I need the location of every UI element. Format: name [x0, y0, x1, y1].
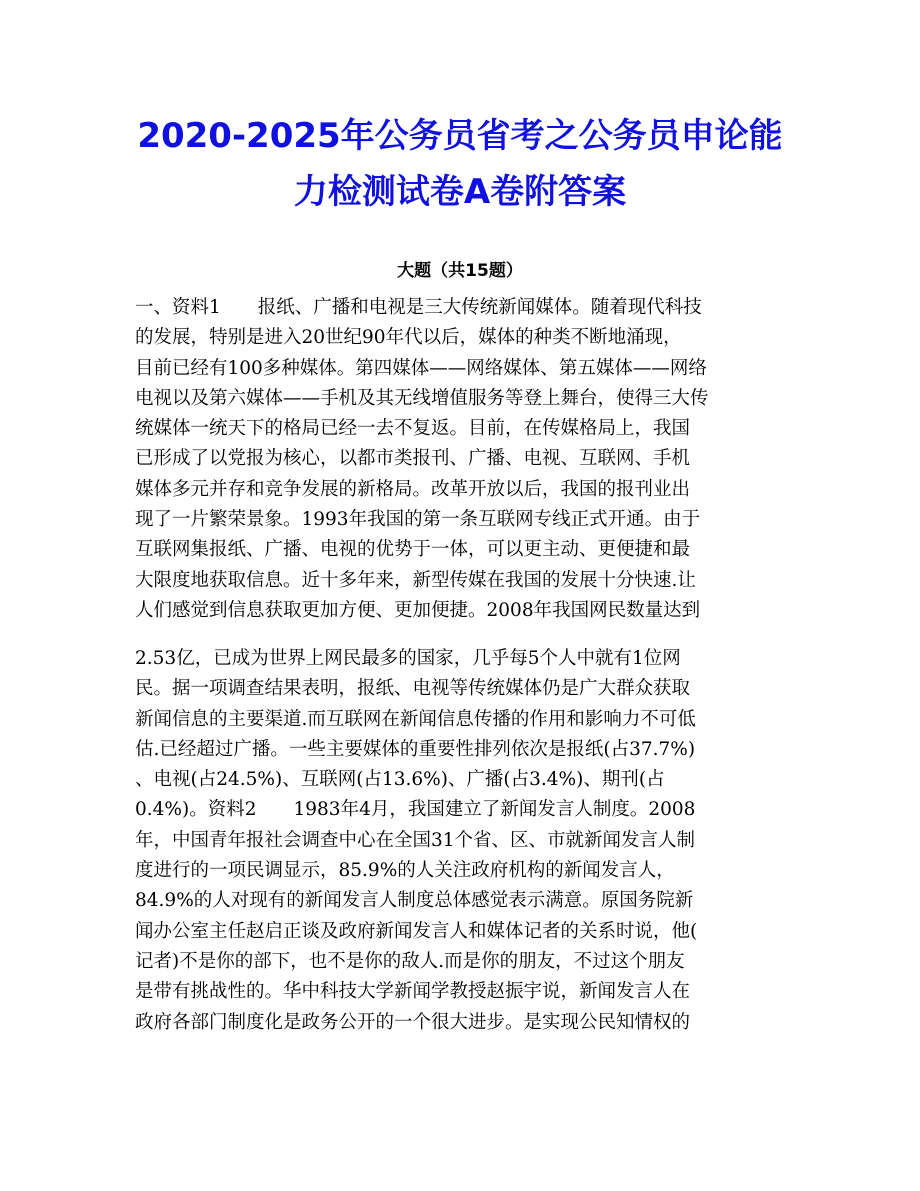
passage-line: 闻办公室主任赵启正谈及政府新闻发言人和媒体记者的关系时说，他( [135, 920, 698, 942]
passage-line: 度进行的一项民调显示，85.9%的人关注政府机构的新闻发言人， [135, 860, 675, 882]
passage-line: 84.9%的人对现有的新闻发言人制度总体感觉表示满意。原国务院新 [135, 890, 694, 912]
passage-line: 2.53亿，已成为世界上网民最多的国家，几乎每5个人中就有1位网 [135, 648, 681, 669]
passage-line: 年，中国青年报社会调查中心在全国31个省、区、市就新闻发言人制 [135, 829, 696, 851]
title-line-2: 力检测试卷A卷附答案 [293, 172, 627, 212]
passage-line: 政府各部门制度化是政务公开的一个很大进步。是实现公民知情权的 [135, 1011, 691, 1033]
passage-line: 统媒体一统天下的格局已经一去不复返。目前，在传媒格局上，我国 [135, 418, 691, 440]
passage-line: 一、资料1 报纸、广播和电视是三大传统新闻媒体。随着现代科技 [135, 297, 702, 318]
document-title [0, 108, 920, 220]
passage-line: 的发展，特别是进入20世纪90年代以后，媒体的种类不断地涌现， [135, 327, 682, 349]
passage-block-1 [135, 293, 795, 626]
passage-line: 已形成了以党报为核心，以都市类报刊、广播、电视、互联网、手机 [135, 448, 691, 470]
passage-line: 、电视(占24.5%)、互联网(占13.6%)、广播(占3.4%)、期刊(占 [135, 769, 665, 791]
passage-line: 记者)不是你的部下，也不是你的敌人.而是你的朋友，不过这个朋友 [135, 950, 685, 972]
passage-line: 新闻信息的主要渠道.而互联网在新闻信息传播的作用和影响力不可低 [135, 708, 696, 730]
passage-line: 0.4%)。资料2 1983年4月，我国建立了新闻发言人制度。2008 [135, 799, 696, 821]
passage-line: 估.已经超过广播。一些主要媒体的重要性排列依次是报纸(占37.7%) [135, 738, 696, 760]
passage-line: 是带有挑战性的。华中科技大学新闻学教授赵振宇说，新闻发言人在 [135, 981, 691, 1003]
passage-line: 现了一片繁荣景象。1993年我国的第一条互联网专线正式开通。由于 [135, 509, 701, 531]
passage-line: 电视以及第六媒体——手机及其无线增值服务等登上舞台，使得三大传 [135, 387, 709, 409]
passage-block-2 [135, 644, 795, 1038]
section-heading: 大题（共15题） [397, 261, 523, 281]
passage-line: 媒体多元并存和竞争发展的新格局。改革开放以后，我国的报刊业出 [135, 478, 691, 500]
passage-line: 民。据一项调查结果表明，报纸、电视等传统媒体仍是广大群众获取 [135, 678, 691, 700]
passage-line: 人们感觉到信息获取更加方便、更加便捷。2008年我国网民数量达到 [135, 599, 701, 621]
passage-line: 目前已经有100多种媒体。第四媒体——网络媒体、第五媒体——网络 [135, 357, 707, 379]
passage-line: 互联网集报纸、广播、电视的优势于一体，可以更主动、更便捷和最 [135, 539, 691, 561]
passage-line: 大限度地获取信息。近十多年来，新型传媒在我国的发展十分快速.让 [135, 569, 696, 591]
title-line-1: 2020-2025年公务员省考之公务员申论能 [137, 116, 783, 156]
